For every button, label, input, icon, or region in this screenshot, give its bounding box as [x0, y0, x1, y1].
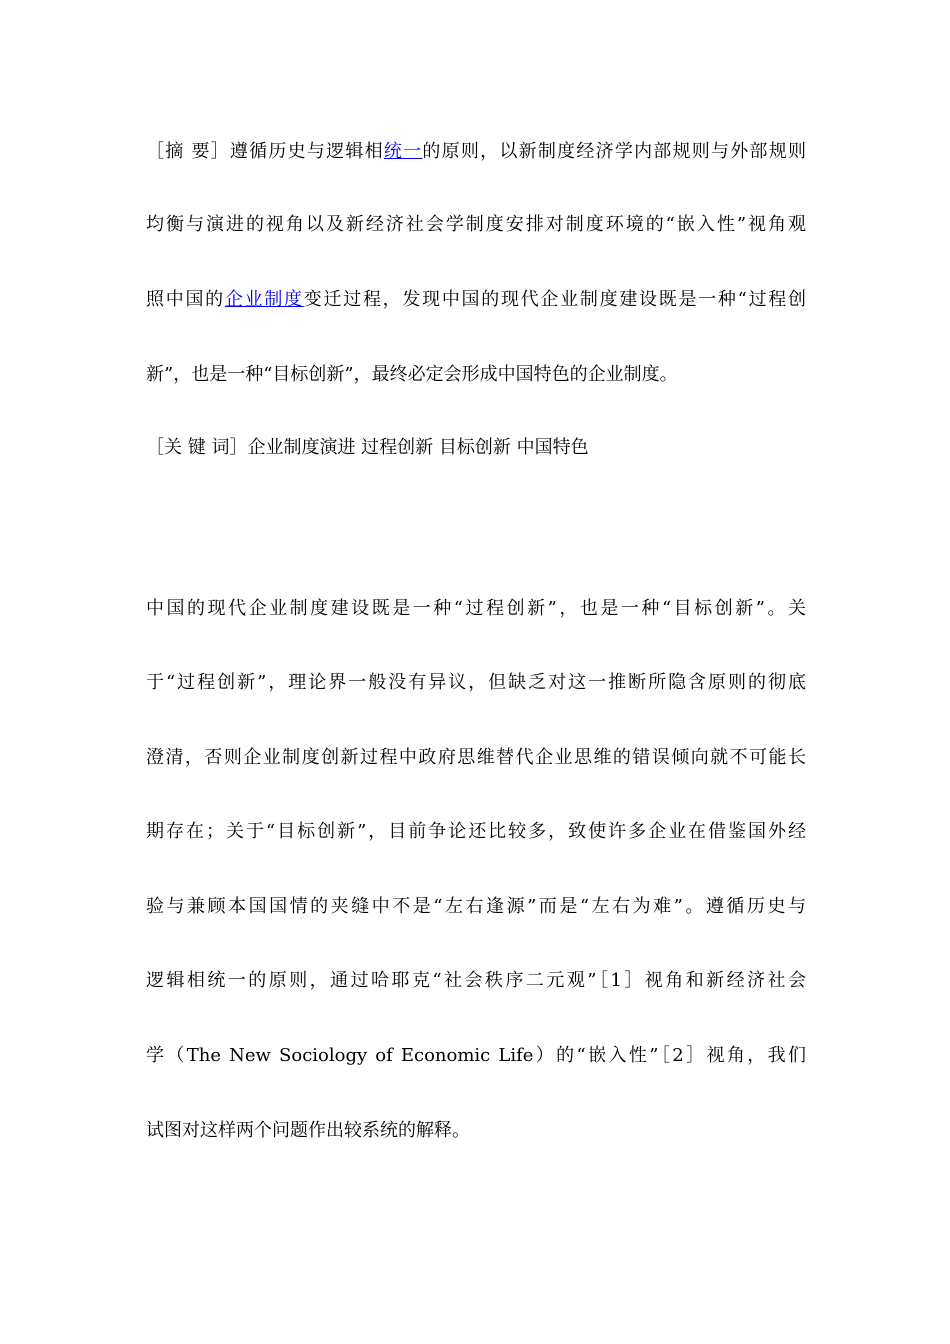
keywords-line: ［关 键 词］企业制度演进 过程创新 目标创新 中国特色: [146, 437, 589, 458]
abstract-line-2: 均衡与演进的视角以及新经济社会学制度安排对制度环境的“嵌入性”视角观: [146, 214, 806, 235]
abstract-line-3-text-end: 变迁过程，发现中国的现代企业制度建设既是一种“过程创: [303, 289, 807, 310]
abstract-line-1-text-start: ［摘 要］遵循历史与逻辑相: [146, 141, 384, 162]
body-line-3: 澄清，否则企业制度创新过程中政府思维替代企业思维的错误倾向就不可能长: [146, 747, 806, 768]
body-line-7: 学（The New Sociology of Economic Life）的“嵌入性”［2］视角，我们: [146, 1045, 806, 1066]
abstract-line-1-text-end: 的原则，以新制度经济学内部规则与外部规则: [422, 141, 807, 162]
abstract-line-1: [146, 139, 806, 165]
body-line-6: 逻辑相统一的原则，通过哈耶克“社会秩序二元观”［1］视角和新经济社会: [146, 970, 806, 991]
link-qiye-zhidu[interactable]: 企业制度: [224, 289, 304, 310]
link-tongyi[interactable]: 统一: [383, 141, 423, 162]
body-line-8: 试图对这样两个问题作出较系统的解释。: [146, 1120, 470, 1141]
body-line-4: 期存在；关于“目标创新”，目前争论还比较多，致使许多企业在借鉴国外经: [146, 821, 806, 842]
abstract-line-3-text-start: 照中国的: [146, 289, 225, 310]
abstract-line-4: 新”，也是一种“目标创新”，最终必定会形成中国特色的企业制度。: [146, 364, 678, 385]
body-line-2: 于“过程创新”，理论界一般没有异议，但缺乏对这一推断所隐含原则的彻底: [146, 672, 806, 693]
body-line-5: 验与兼顾本国国情的夹缝中不是“左右逢源”而是“左右为难”。遵循历史与: [146, 896, 806, 917]
abstract-line-3: [146, 287, 806, 313]
body-line-1: 中国的现代企业制度建设既是一种“过程创新”，也是一种“目标创新”。关: [146, 598, 806, 619]
